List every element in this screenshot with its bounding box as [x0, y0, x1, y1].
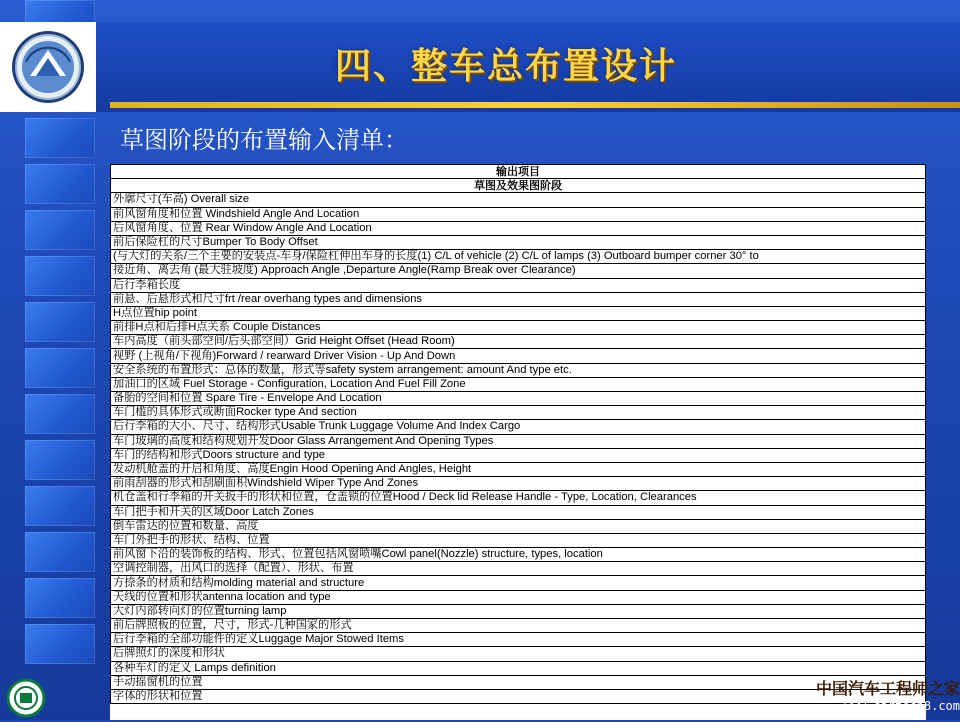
table-row — [111, 590, 926, 604]
table-row — [111, 335, 926, 349]
table-cell: 后行李箱长度 — [111, 278, 926, 292]
page-title: 四、整车总布置设计 — [335, 45, 678, 87]
footer-logo — [6, 678, 46, 718]
table-cell: 前悬、后悬形式和尺寸frt /rear overhang types and dimensions — [111, 292, 926, 306]
table-cell: 方捺条的材质和结构molding material and structure — [111, 576, 926, 590]
table-header-cell: 输出项目 — [111, 165, 926, 179]
table-cell: 前风窗角度和位置 Windshield Angle And Location — [111, 207, 926, 221]
table-cell: 接近角、离去角 (最大驻坡度) Approach Angle ,Departure Angle(Ramp Break over Clearance) — [111, 264, 926, 278]
side-square — [25, 440, 95, 480]
layout-input-table — [110, 164, 926, 720]
table-row — [111, 619, 926, 633]
side-square — [25, 578, 95, 618]
table-row — [111, 264, 926, 278]
table-row — [111, 434, 926, 448]
table-cell: 倒车雷达的位置和数量、高度 — [111, 519, 926, 533]
table-row — [111, 647, 926, 661]
data-table — [110, 164, 926, 704]
table-cell: 后行李箱的全部功能件的定义Luggage Major Stowed Items — [111, 633, 926, 647]
brand-logo — [0, 22, 96, 112]
side-square — [25, 532, 95, 572]
table-cell: 车门把手和开关的区域Door Latch Zones — [111, 505, 926, 519]
side-square — [25, 164, 95, 204]
table-header-row — [111, 165, 926, 179]
table-row — [111, 406, 926, 420]
table-row — [111, 221, 926, 235]
table-cell: 各种车灯的定义 Lamps definition — [111, 661, 926, 675]
table-row — [111, 377, 926, 391]
table-row — [111, 321, 926, 335]
table-cell: 车门玻璃的高度和结构规划开发Door Glass Arrangement And Opening Types — [111, 434, 926, 448]
table-row — [111, 633, 926, 647]
table-header-row — [111, 179, 926, 193]
table-header-cell: 草图及效果图阶段 — [111, 179, 926, 193]
side-square — [25, 302, 95, 342]
table-cell: 车门外把手的形状、结构、位置 — [111, 533, 926, 547]
table-cell: 后风窗角度、位置 Rear Window Angle And Location — [111, 221, 926, 235]
table-cell: 字体的形状和位置 — [111, 689, 926, 703]
table-cell: 天线的位置和形状antenna location and type — [111, 590, 926, 604]
table-cell: 前后保险杠的尺寸Bumper To Body Offset — [111, 235, 926, 249]
table-row — [111, 349, 926, 363]
table-row — [111, 420, 926, 434]
table-row — [111, 462, 926, 476]
table-cell: 车内高度（前头部空间/后头部空间）Grid Height Offset (Head Room) — [111, 335, 926, 349]
side-square — [25, 256, 95, 296]
table-row — [111, 392, 926, 406]
table-cell: 前风窗下沿的装饰板的结构、形式、位置包括风窗喷嘴Cowl panel(Nozzle) structure, types, location — [111, 548, 926, 562]
table-row — [111, 661, 926, 675]
table-cell: 机仓盖和行李箱的开关扳手的形状和位置，仓盖锁的位置Hood / Deck lid Release Handle - Type, Location, Clearances — [111, 491, 926, 505]
table-row — [111, 548, 926, 562]
table-cell: 视野 (上视角/下视角)Forward / rearward Driver Vision - Up And Down — [111, 349, 926, 363]
table-cell: 手动摇窗机的位置 — [111, 675, 926, 689]
geely-logo-icon — [0, 22, 96, 112]
table-row — [111, 448, 926, 462]
table-row — [111, 505, 926, 519]
table-row — [111, 604, 926, 618]
table-row — [111, 250, 926, 264]
side-square — [25, 624, 95, 664]
table-cell: 前排H点和后排H点关系 Couple Distances — [111, 321, 926, 335]
table-row — [111, 207, 926, 221]
table-row — [111, 491, 926, 505]
title-underline — [110, 102, 960, 108]
table-row — [111, 363, 926, 377]
table-cell: (与大灯的关系/三个主要的安装点-车身/保险杠伸出车身的长度(1) C/L of vehicle (2) C/L of lamps (3) Outboard bumper corner 30° to — [111, 250, 926, 264]
side-square — [25, 118, 95, 158]
table-cell: H点位置hip point — [111, 306, 926, 320]
site-watermark — [810, 676, 960, 720]
watermark-title: 中国汽车工程师之家 — [815, 679, 960, 698]
table-cell: 备胎的空间和位置 Spare Tire - Envelope And Location — [111, 392, 926, 406]
page-subtitle: 草图阶段的布置输入清单： — [120, 126, 408, 154]
table-cell: 前雨刮器的形式和刮刷面积Windshield Wiper Type And Zones — [111, 477, 926, 491]
table-cell: 加油口的区域 Fuel Storage - Configuration, Location And Fuel Fill Zone — [111, 377, 926, 391]
side-square — [25, 394, 95, 434]
table-cell: 车门的结构和形式Doors structure and type — [111, 448, 926, 462]
table-cell: 空调控制器，出风口的选择（配置）、形状、布置 — [111, 562, 926, 576]
table-row — [111, 576, 926, 590]
table-row — [111, 519, 926, 533]
table-cell: 车门槛的具体形式或断面Rocker type And section — [111, 406, 926, 420]
table-cell: 前后牌照板的位置，尺寸，形式-几种国家的形式 — [111, 619, 926, 633]
table-row — [111, 235, 926, 249]
table-cell: 大灯内部转向灯的位置turning lamp — [111, 604, 926, 618]
side-square — [25, 348, 95, 388]
institution-seal-icon — [6, 678, 46, 718]
table-row — [111, 562, 926, 576]
side-square — [25, 486, 95, 526]
table-row — [111, 533, 926, 547]
table-row — [111, 193, 926, 207]
table-cell: 后行李箱的大小、尺寸、结构形式Usable Trunk Luggage Volume And Index Cargo — [111, 420, 926, 434]
table-row — [111, 675, 926, 689]
table-row — [111, 306, 926, 320]
table-row — [111, 477, 926, 491]
table-cell: 安全系统的布置形式：总体的数量，形式等safety system arrangement: amount And type etc. — [111, 363, 926, 377]
table-row — [111, 689, 926, 703]
table-cell: 外廓尺寸(车高) Overall size — [111, 193, 926, 207]
table-cell: 发动机舱盖的开启和角度、高度Engin Hood Opening And Angles, Height — [111, 462, 926, 476]
table-cell: 后牌照灯的深度和形状 — [111, 647, 926, 661]
side-square — [25, 210, 95, 250]
table-row — [111, 292, 926, 306]
watermark-url: www.cartech8.com — [844, 699, 960, 713]
table-row — [111, 278, 926, 292]
